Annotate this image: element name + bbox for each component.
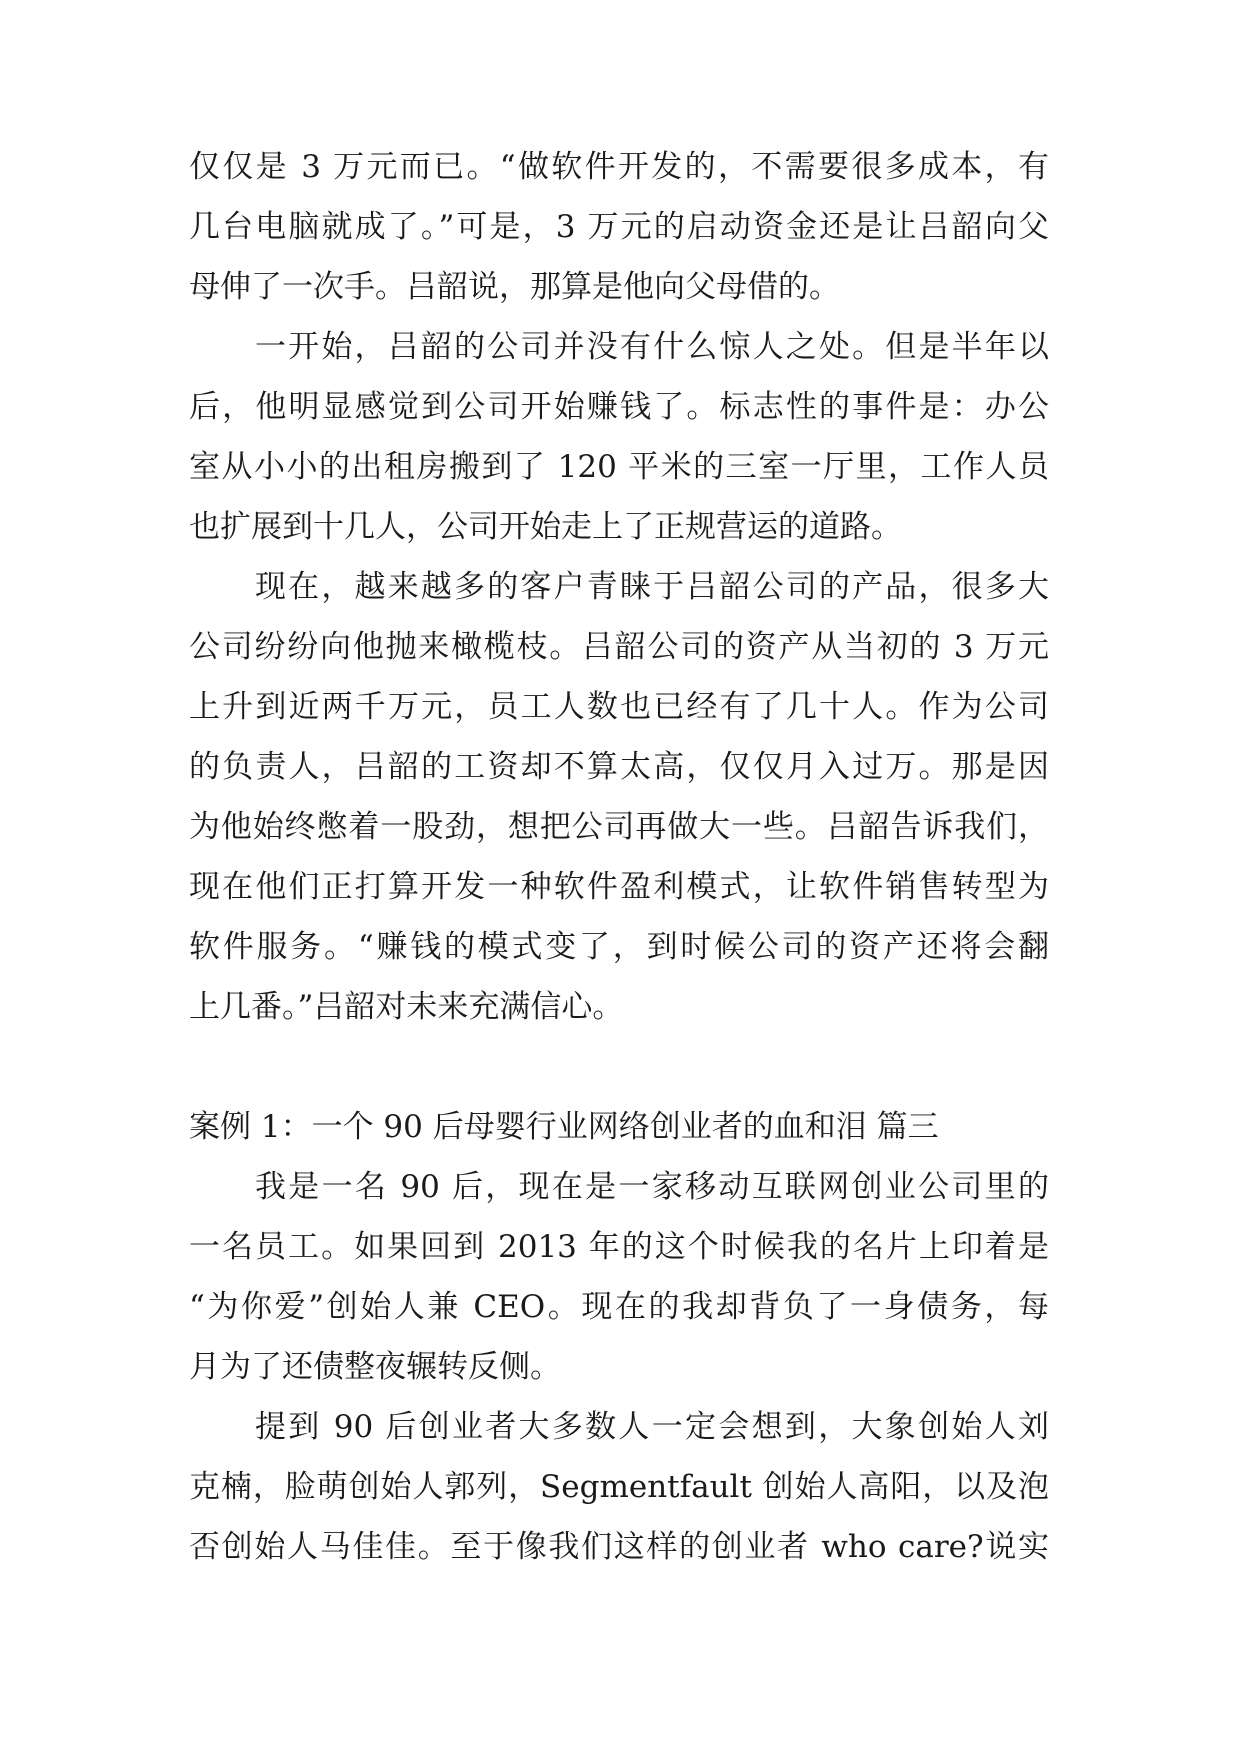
body-text-line: 否创始人马佳佳。至于像我们这样的创业者 who care?说实 <box>189 1529 1049 1565</box>
section-heading: 案例 1：一个 90 后母婴行业网络创业者的血和泪 篇三 <box>189 1109 939 1145</box>
body-text-line: 克楠，脸萌创始人郭列，Segmentfault 创始人高阳，以及泡 <box>189 1469 1049 1505</box>
body-text-line: 室从小小的出租房搬到了 120 平米的三室一厅里，工作人员 <box>189 449 1049 485</box>
body-text-line: 软件服务。“赚钱的模式变了，到时候公司的资产还将会翻 <box>189 929 1049 965</box>
body-text-line: 一名员工。如果回到 2013 年的这个时候我的名片上印着是 <box>189 1229 1049 1265</box>
body-text-line: 上几番。”吕韶对未来充满信心。 <box>189 989 624 1025</box>
body-text-line: 的负责人，吕韶的工资却不算太高，仅仅月入过万。那是因 <box>189 749 1049 785</box>
body-text-line: 月为了还债整夜辗转反侧。 <box>189 1349 561 1385</box>
body-text-line: 也扩展到十几人，公司开始走上了正规营运的道路。 <box>189 509 902 545</box>
body-text-line: 母伸了一次手。吕韶说，那算是他向父母借的。 <box>189 269 840 305</box>
body-text-line: 现在，越来越多的客户青睐于吕韶公司的产品，很多大 <box>255 569 1049 605</box>
body-text-line: 后，他明显感觉到公司开始赚钱了。标志性的事件是：办公 <box>189 389 1049 425</box>
body-text-line: 为他始终憋着一股劲，想把公司再做大一些。吕韶告诉我们， <box>189 809 1049 845</box>
body-text-line: 提到 90 后创业者大多数人一定会想到，大象创始人刘 <box>255 1409 1049 1445</box>
body-text-line: 公司纷纷向他抛来橄榄枝。吕韶公司的资产从当初的 3 万元 <box>189 629 1049 665</box>
body-text-line: “为你爱”创始人兼 CEO。现在的我却背负了一身债务，每 <box>189 1289 1049 1325</box>
body-text-line: 上升到近两千万元，员工人数也已经有了几十人。作为公司 <box>189 689 1049 725</box>
body-text-line: 几台电脑就成了。”可是，3 万元的启动资金还是让吕韶向父 <box>189 209 1049 245</box>
body-text-line: 一开始，吕韶的公司并没有什么惊人之处。但是半年以 <box>255 329 1049 365</box>
body-text-line: 仅仅是 3 万元而已。“做软件开发的，不需要很多成本，有 <box>189 149 1049 185</box>
body-text-line: 我是一名 90 后，现在是一家移动互联网创业公司里的 <box>255 1169 1049 1205</box>
body-text-line: 现在他们正打算开发一种软件盈利模式，让软件销售转型为 <box>189 869 1049 905</box>
